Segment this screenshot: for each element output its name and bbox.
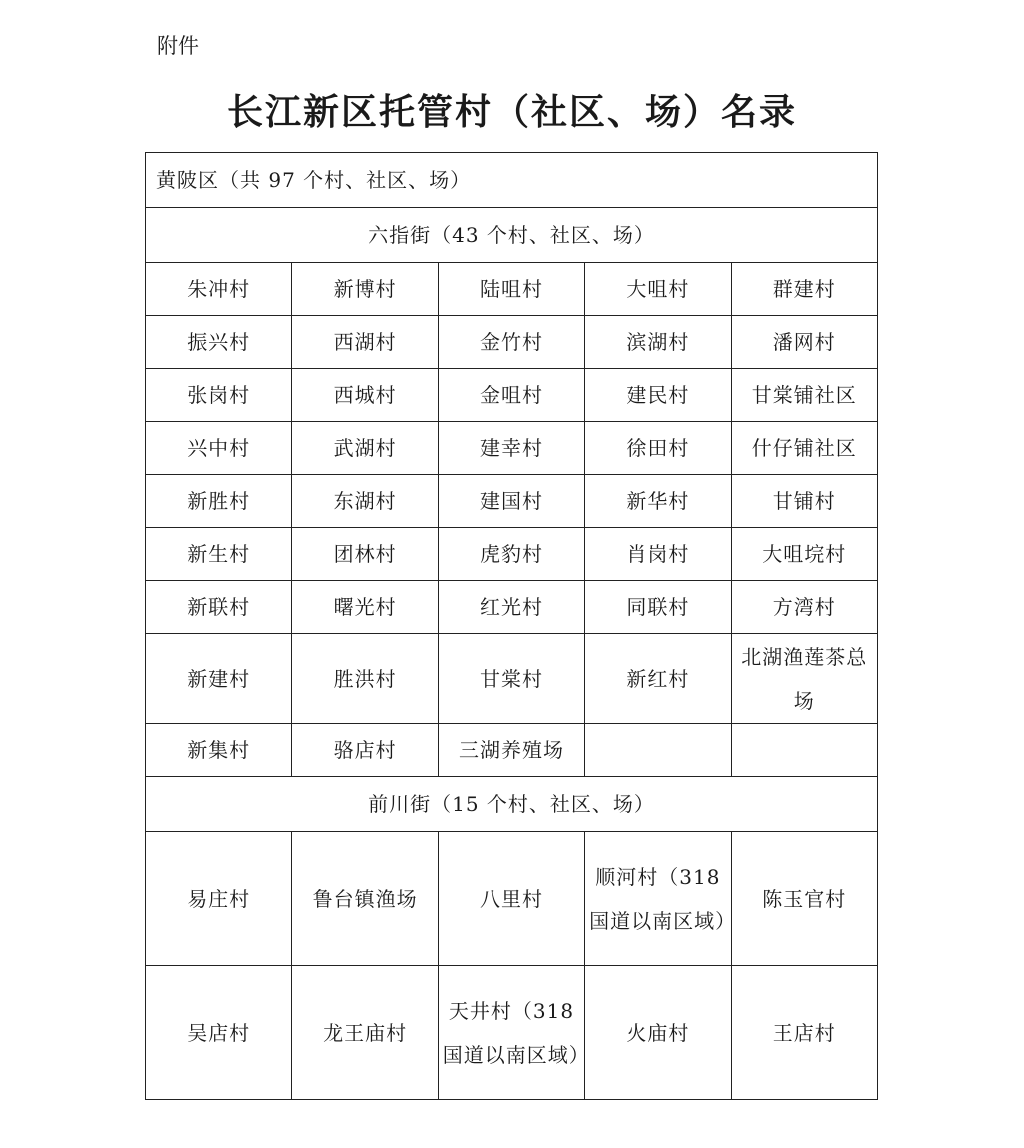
village-cell: 同联村 — [585, 581, 731, 634]
village-cell: 徐田村 — [585, 422, 731, 475]
village-cell: 什仔铺社区 — [731, 422, 877, 475]
village-cell: 天井村（318国道以南区域） — [438, 966, 584, 1100]
village-cell: 朱冲村 — [146, 263, 292, 316]
district-row — [146, 153, 878, 208]
village-roster-table — [145, 152, 878, 1100]
village-cell: 群建村 — [731, 263, 877, 316]
village-cell: 吴店村 — [146, 966, 292, 1100]
village-cell: 大咀垸村 — [731, 528, 877, 581]
village-cell: 新联村 — [146, 581, 292, 634]
village-cell: 北湖渔莲茶总场 — [731, 634, 877, 724]
village-cell: 建民村 — [585, 369, 731, 422]
village-cell: 虎豹村 — [438, 528, 584, 581]
village-cell: 金咀村 — [438, 369, 584, 422]
village-cell: 骆店村 — [292, 724, 438, 777]
village-cell: 潘网村 — [731, 316, 877, 369]
village-cell: 鲁台镇渔场 — [292, 832, 438, 966]
village-cell: 东湖村 — [292, 475, 438, 528]
village-cell: 新建村 — [146, 634, 292, 724]
village-cell: 西湖村 — [292, 316, 438, 369]
village-cell: 振兴村 — [146, 316, 292, 369]
village-cell: 甘棠铺社区 — [731, 369, 877, 422]
street-row — [146, 777, 878, 832]
table-row — [146, 422, 878, 475]
village-cell: 龙王庙村 — [292, 966, 438, 1100]
empty-cell — [731, 724, 877, 777]
village-cell: 新博村 — [292, 263, 438, 316]
village-cell: 武湖村 — [292, 422, 438, 475]
village-cell: 方湾村 — [731, 581, 877, 634]
attachment-label: 附件 — [157, 34, 199, 58]
village-cell: 滨湖村 — [585, 316, 731, 369]
village-cell: 新生村 — [146, 528, 292, 581]
table-row — [146, 966, 878, 1100]
village-cell: 团林村 — [292, 528, 438, 581]
table-row — [146, 475, 878, 528]
village-cell: 三湖养殖场 — [438, 724, 584, 777]
village-cell: 金竹村 — [438, 316, 584, 369]
table-row — [146, 528, 878, 581]
village-cell: 八里村 — [438, 832, 584, 966]
village-cell: 张岗村 — [146, 369, 292, 422]
district-header: 黄陂区（共 97 个村、社区、场） — [146, 153, 878, 208]
village-cell: 火庙村 — [585, 966, 731, 1100]
village-cell: 西城村 — [292, 369, 438, 422]
village-cell: 新红村 — [585, 634, 731, 724]
table-row — [146, 263, 878, 316]
village-cell: 新胜村 — [146, 475, 292, 528]
table-row — [146, 581, 878, 634]
village-cell: 陈玉官村 — [731, 832, 877, 966]
village-cell: 建国村 — [438, 475, 584, 528]
village-cell: 甘棠村 — [438, 634, 584, 724]
table-row — [146, 316, 878, 369]
village-cell: 甘铺村 — [731, 475, 877, 528]
village-cell: 兴中村 — [146, 422, 292, 475]
empty-cell — [585, 724, 731, 777]
village-cell: 红光村 — [438, 581, 584, 634]
village-cell: 肖岗村 — [585, 528, 731, 581]
street-header-liuzhi: 六指街（43 个村、社区、场） — [146, 208, 878, 263]
village-cell: 胜洪村 — [292, 634, 438, 724]
page-title: 长江新区托管村（社区、场）名录 — [226, 91, 797, 133]
table-row — [146, 724, 878, 777]
street-header-qianchuan: 前川街（15 个村、社区、场） — [146, 777, 878, 832]
village-cell: 王店村 — [731, 966, 877, 1100]
table-row — [146, 832, 878, 966]
village-cell: 建幸村 — [438, 422, 584, 475]
street-row — [146, 208, 878, 263]
table-row — [146, 369, 878, 422]
village-cell: 陆咀村 — [438, 263, 584, 316]
village-cell: 顺河村（318国道以南区域） — [585, 832, 731, 966]
village-cell: 曙光村 — [292, 581, 438, 634]
village-cell: 新集村 — [146, 724, 292, 777]
village-cell: 易庄村 — [146, 832, 292, 966]
village-cell: 新华村 — [585, 475, 731, 528]
village-cell: 大咀村 — [585, 263, 731, 316]
table-row — [146, 634, 878, 724]
